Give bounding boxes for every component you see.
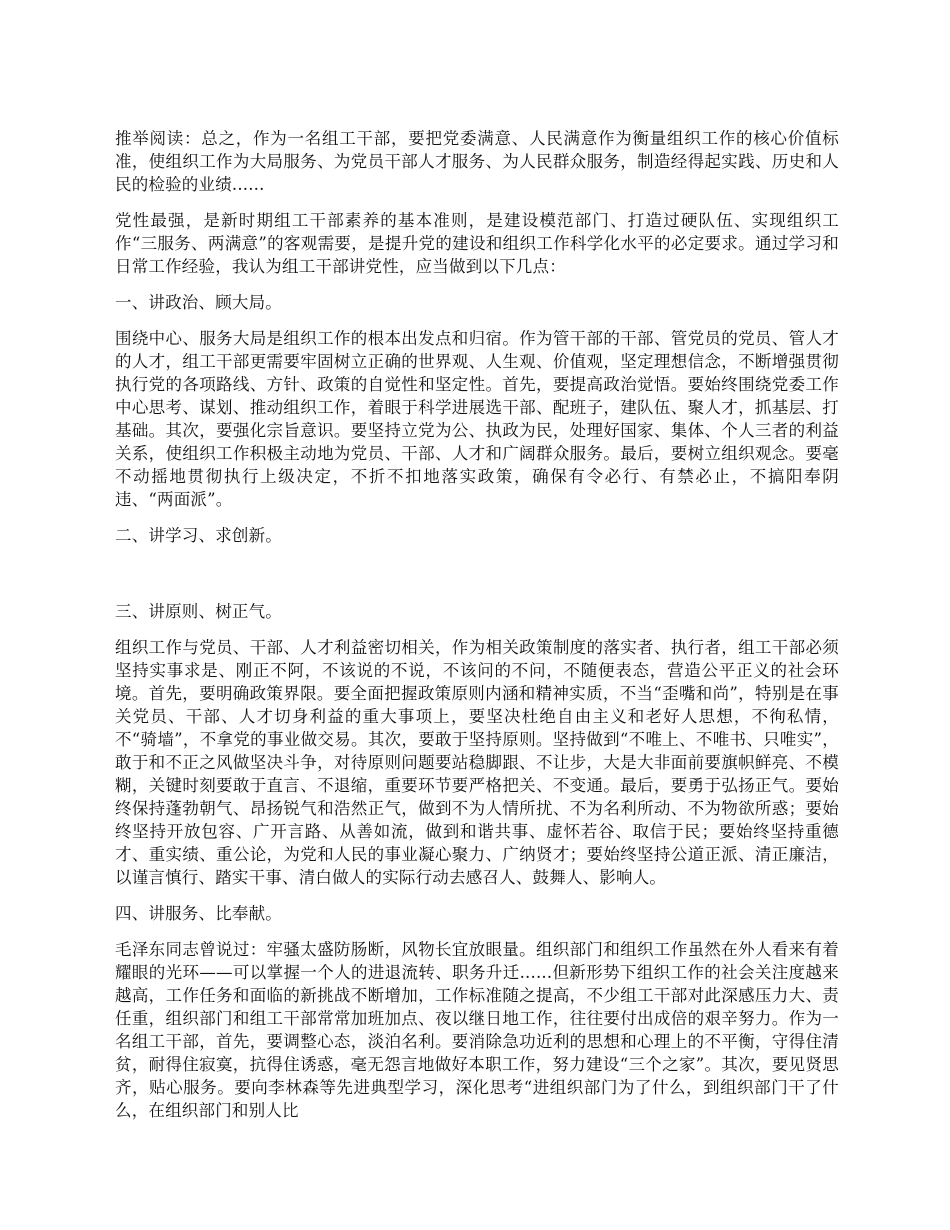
section-3-paragraph: 组织工作与党员、干部、人才利益密切相关，作为相关政策制度的落实者、执行者，组工干部必须坚持实事求是、刚正不阿，不该说的不说，不该问的不问，不随便表态，营造公平正义的社会环境。首先，要明确政策界限。要全面把握政策原则内涵和精神实质，不当“歪嘴和尚”，特别是在事关党员、干部、人才切身利益的重大事项上，要坚决杜绝自由主义和老好人思想，不徇私情，不“骑墙”，不拿党的事业做交易。其次，要敢于坚持原则。坚持做到“不唯上、不唯书、只唯实”，敢于和不正之风做坚决斗争，对待原则问题要站稳脚跟、不让步，大是大非面前要旗帜鲜亮、不模糊，关键时刻要敢于直言、不退缩，重要环节要严格把关、不变通。最后，要勇于弘扬正气。要始终保持蓬勃朝气、昂扬锐气和浩然正气，做到不为人情所扰、不为名利所动、不为物欲所惑；要始终坚持开放包容、广开言路、从善如流，做到和谐共事、虚怀若谷、取信于民；要始终坚持重德才、重实绩、重公论，为党和人民的事业凝心聚力、广纳贤才；要始终坚持公道正派、清正廉洁，以谨言慎行、踏实干事、清白做人的实际行动去感召人、鼓舞人、影响人。 [115,638,839,887]
section-1-paragraph: 围绕中心、服务大局是组织工作的根本出发点和归宿。作为管干部的干部、管党员的党员、管人才的人才，组工干部更需要牢固树立正确的世界观、人生观、价值观，坚定理想信念，不断增强贯彻执行党的各项路线、方针、政策的自觉性和坚定性。首先，要提高政治觉悟。要始终围绕党委工作中心思考、谋划、推动组织工作，着眼于科学进展选干部、配班子，建队伍、聚人才，抓基层、打基础。其次，要强化宗旨意识。要坚持立党为公、执政为民，处理好国家、集体、个人三者的利益关系，使组织工作积极主动地为党员、干部、人才和广阔群众服务。最后，要树立组织观念。要毫不动摇地贯彻执行上级决定，不折不扣地落实政策，确保有令必行、有禁必止，不搞阳奉阴违、“两面派”。 [115,329,839,509]
section-4-paragraph: 毛泽东同志曾说过：牢骚太盛防肠断，风物长宜放眼量。组织部门和组织工作虽然在外人看来有着耀眼的光环——可以掌握一个人的进退流转、职务升迁......但新形势下组织工作的社会关注度越来越高，工作任务和面临的新挑战不断增加，工作标准随之提高，不少组工干部对此深感压力大、责任重，组织部门和组工干部常常加班加点、夜以继日地工作，往往要付出成倍的艰辛努力。作为一名组工干部，首先，要调整心态，淡泊名利。要消除急功近利的思想和心理上的不平衡，守得住清贫，耐得住寂寞，抗得住诱惑，毫无怨言地做好本职工作，努力建设“三个之家”。其次，要见贤思齐，贴心服务。要向李林森等先进典型学习，深化思考“进组织部门为了什么，到组织部门干了什么，在组织部门和别人比 [115,940,839,1120]
document-body [115,127,839,1135]
section-3-heading: 三、讲原则、树正气。 [115,602,282,621]
section-2-heading: 二、讲学习、求创新。 [115,526,282,545]
blank-space [115,560,839,600]
section-4-heading: 四、讲服务、比奉献。 [115,904,282,923]
section-1-heading: 一、讲政治、顾大局。 [115,293,282,312]
preface-paragraph: 党性最强，是新时期组工干部素养的基本准则，是建设模范部门、打造过硬队伍、实现组织工作“三服务、两满意”的客观需要，是提升党的建设和组织工作科学化水平的必定要求。通过学习和日常工作经验，我认为组工干部讲党性，应当做到以下几点： [115,211,839,276]
intro-paragraph: 推举阅读：总之，作为一名组工干部，要把党委满意、人民满意作为衡量组织工作的核心价值标准，使组织工作为大局服务、为党员干部人才服务、为人民群众服务，制造经得起实践、历史和人民的检验的业绩...... [115,129,839,194]
